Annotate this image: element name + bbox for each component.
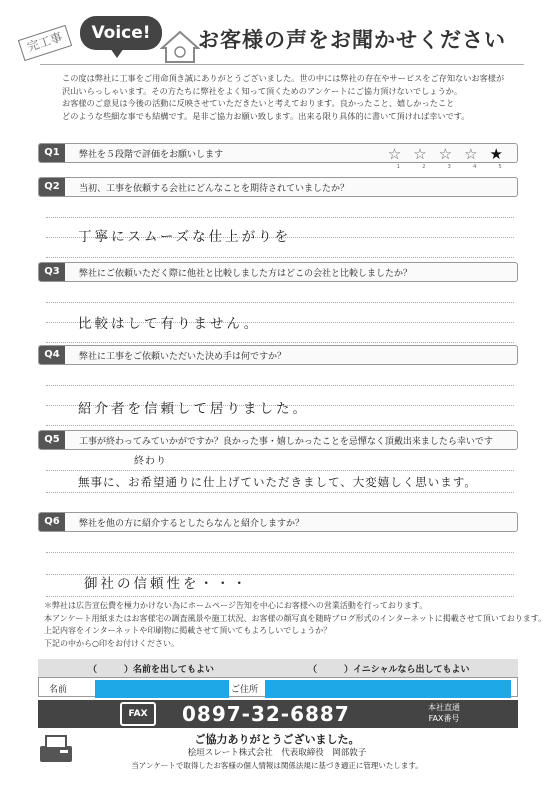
answer-area[interactable] bbox=[38, 532, 518, 598]
ruled-line bbox=[46, 596, 514, 597]
privacy-notice: 当アンケートで取得したお客様の個人情報は関係法規に基づき適正に管理いたします。 bbox=[131, 761, 423, 770]
thanks-message: ご協力ありがとうございました。 bbox=[194, 733, 360, 746]
question-number: Q1 bbox=[39, 144, 65, 162]
answer-area[interactable] bbox=[38, 282, 518, 344]
rating-star-5[interactable]: ★ 5 bbox=[490, 144, 503, 164]
ruled-line bbox=[46, 342, 514, 343]
question-2 bbox=[38, 177, 518, 261]
question-3 bbox=[38, 262, 518, 344]
question-number: Q2 bbox=[39, 178, 65, 196]
page-title: お客様の声をお聞かせください bbox=[198, 28, 506, 52]
note-line: 下記の中から○印をお付けください。 bbox=[44, 638, 179, 648]
ruled-line bbox=[46, 492, 514, 493]
answer-area[interactable] bbox=[38, 365, 518, 429]
question-text: 弊社に工事をご依頼いただいた決め手は何ですか？ bbox=[79, 352, 287, 362]
note-line: 本アンケート用紙またはお客様宅の調査風景や施工状況、お客様の顔写真を随時ブログ形式のインターネットに掲載させて頂いております。 bbox=[44, 613, 547, 623]
handwritten-answer: 丁寧にスムーズな仕上がりを bbox=[78, 229, 292, 245]
ruled-line bbox=[46, 217, 514, 218]
question-text: 当初、工事を依頼する会社にどんなことを期待されていましたか？ bbox=[79, 184, 350, 194]
voice-bubble: Voice! bbox=[80, 16, 162, 50]
question-header bbox=[38, 430, 518, 450]
ruled-line bbox=[46, 302, 514, 303]
ruled-line bbox=[46, 257, 514, 258]
fax-bar bbox=[38, 700, 518, 728]
question-4 bbox=[38, 345, 518, 429]
ruled-line bbox=[46, 552, 514, 553]
address-label: ご住所 bbox=[231, 685, 259, 695]
house-icon bbox=[160, 30, 200, 64]
name-label: 名前 bbox=[49, 685, 68, 695]
ruled-line bbox=[46, 385, 514, 386]
ruled-line bbox=[46, 425, 514, 426]
rating-star-3[interactable]: ☆ 3 bbox=[439, 144, 452, 164]
company-name: 桧垣スレート株式会社 代表取締役 岡部敦子 bbox=[187, 748, 367, 758]
question-header bbox=[38, 177, 518, 197]
consent-options bbox=[38, 659, 518, 677]
question-number: Q6 bbox=[39, 513, 65, 531]
publication-notes bbox=[44, 600, 547, 650]
note-line: 上記内容をインターネットや印刷物に掲載させて頂いてもよろしいでしょうか？ bbox=[44, 626, 332, 635]
handwritten-answer: 比較はして有りません。 bbox=[78, 316, 261, 332]
consent-option-initials[interactable]: （ ）イニシャルなら出してもよい bbox=[308, 665, 470, 675]
ruled-line bbox=[46, 470, 514, 471]
answer-area[interactable] bbox=[38, 197, 518, 261]
fax-label-line: FAX番号 bbox=[428, 713, 460, 723]
intro-line: 沢山いらっしゃいます。その方たちに弊社をよく知って頂くためのアンケートにご協力頂けないでしょうか。 bbox=[62, 85, 463, 96]
header-divider bbox=[40, 64, 524, 65]
question-text: 弊社を他の方に紹介するとしたらなんと紹介しますか？ bbox=[79, 519, 305, 529]
fax-icon: FAX bbox=[120, 702, 156, 726]
handwritten-insertion: 終わり bbox=[134, 456, 167, 467]
handwritten-answer: 紹介者を信頼して居りました。 bbox=[78, 401, 309, 417]
intro-line: この度は弊社に工事をご用命頂き誠にありがとうございました。世の中には弊社の存在やサービスをご存知ないお客様が bbox=[62, 73, 505, 83]
customer-info-row bbox=[38, 677, 518, 697]
rating-star-1[interactable]: ☆ 1 bbox=[388, 144, 401, 164]
completion-stamp: 完工事 bbox=[18, 25, 72, 61]
name-field-redacted[interactable] bbox=[95, 680, 229, 698]
question-header bbox=[38, 345, 518, 365]
rating-stars[interactable] bbox=[387, 144, 503, 170]
note-line: ＊弊社は広告宣伝費を極力かけない為にホームページ告知を中心にお客様への営業活動を行っております。 bbox=[44, 601, 428, 610]
rating-star-4[interactable]: ☆ 4 bbox=[464, 144, 477, 164]
handwritten-answer: 御社の信頼性を・・・ bbox=[84, 576, 249, 592]
star-number: 2 bbox=[422, 164, 426, 170]
question-header bbox=[38, 512, 518, 532]
question-5 bbox=[38, 430, 518, 516]
consent-option-name[interactable]: （ ）名前を出してもよい bbox=[88, 665, 215, 675]
question-text: 弊社にご依頼いただく際に他社と比較しました方はどこの会社と比較しましたか？ bbox=[79, 269, 413, 279]
star-number: 1 bbox=[396, 164, 400, 170]
question-6 bbox=[38, 512, 518, 598]
star-number: 5 bbox=[498, 164, 502, 170]
question-text: 弊社を５段階で評価をお願いします bbox=[79, 150, 224, 160]
star-number: 4 bbox=[473, 164, 477, 170]
question-header bbox=[38, 143, 518, 170]
question-number: Q3 bbox=[39, 263, 65, 281]
star-number: 3 bbox=[447, 164, 451, 170]
intro-line: お客様のご意見は今後の活動に反映させていただきたいと考えております。良かったこと、嬉しかったこと bbox=[62, 98, 455, 109]
intro-line: どのような些細な事でも結構です。是非ご協力お願い致します。出来る限り具体的に書いて頂ければ幸いです。 bbox=[62, 110, 470, 121]
question-number: Q4 bbox=[39, 346, 65, 364]
question-number: Q5 bbox=[39, 431, 65, 449]
intro-text bbox=[62, 72, 512, 122]
fax-label bbox=[428, 703, 460, 724]
address-field-redacted[interactable] bbox=[265, 680, 511, 698]
handwritten-answer: 無事に、お希望通りに仕上げていただきまして、大変嬉しく思います。 bbox=[78, 475, 477, 489]
fax-label-line: 本社直通 bbox=[428, 703, 460, 712]
answer-area[interactable] bbox=[38, 450, 518, 516]
fax-number[interactable]: 0897-32-6887 bbox=[182, 702, 350, 726]
question-1 bbox=[38, 143, 518, 170]
question-text: 工事が終わってみていかがですか？良かった事・嬉しかったことを忌憚なく頂戴出来ましたら幸いです bbox=[79, 437, 493, 447]
question-header bbox=[38, 262, 518, 282]
rating-star-2[interactable]: ☆ 2 bbox=[413, 144, 426, 164]
